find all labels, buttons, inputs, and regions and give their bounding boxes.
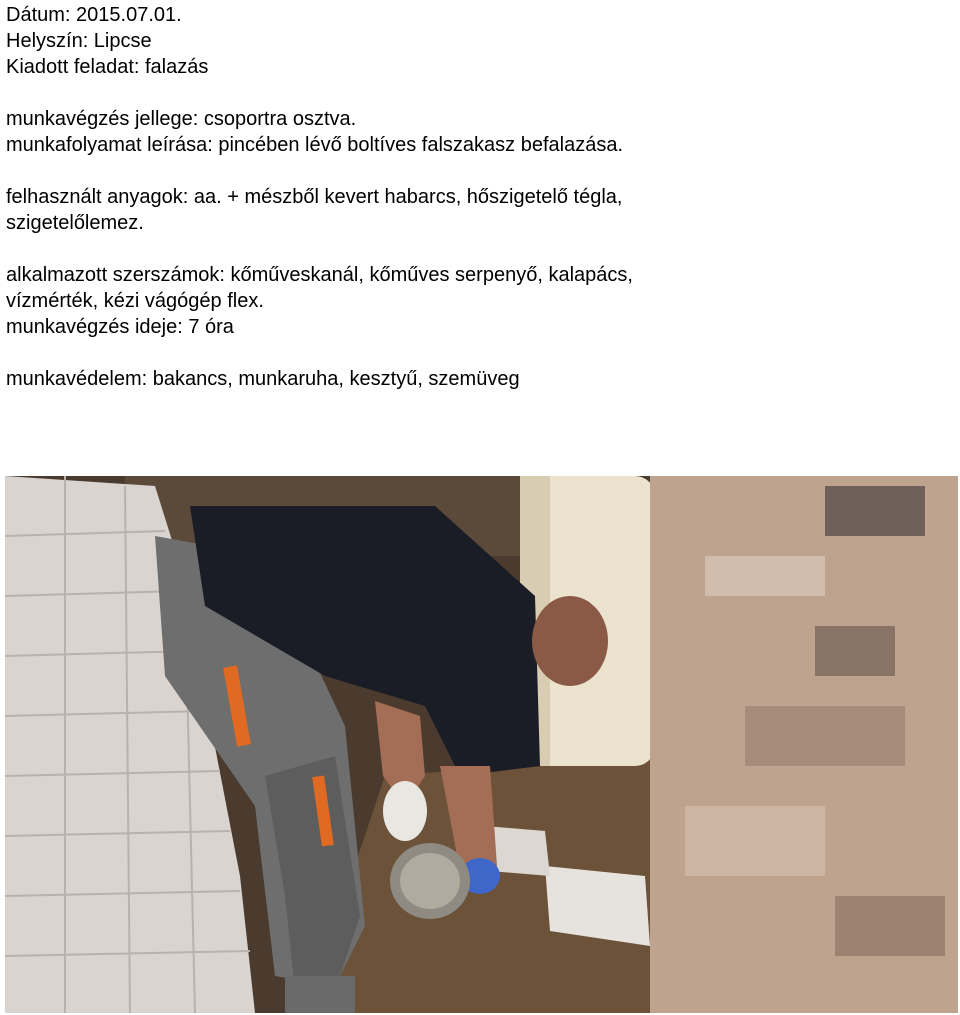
safety-line: munkavédelem: bakancs, munkaruha, kesztyű, szemüveg: [6, 368, 520, 390]
process-line: munkafolyamat leírása: pincében lévő boltíves falszakasz befalazása.: [6, 134, 624, 156]
worksite-photo: [5, 476, 958, 1013]
materials-line-2: szigetelőlemez.: [6, 212, 144, 234]
work-type-line: munkavégzés jellege: csoportra osztva.: [6, 108, 357, 130]
document-text: [6, 2, 946, 392]
tools-line-2: vízmérték, kézi vágógép flex.: [6, 290, 264, 312]
tools-line-1: alkalmazott szerszámok: kőművesk​anál, kőműves serpenyő, kalapács,: [6, 264, 633, 286]
location-line: Helyszín: Lipcse: [6, 30, 152, 52]
date-line: Dátum: 2015.07.01.: [6, 4, 182, 26]
task-line: Kiadott feladat: falazás: [6, 56, 209, 78]
stone-wall: [650, 476, 958, 1013]
duration-line: munkavégzés ideje: 7 óra: [6, 316, 234, 338]
materials-line-1: felhasznált anyagok: aa. + mészből kevert habarcs, hőszigetelő tégla,: [6, 186, 623, 208]
